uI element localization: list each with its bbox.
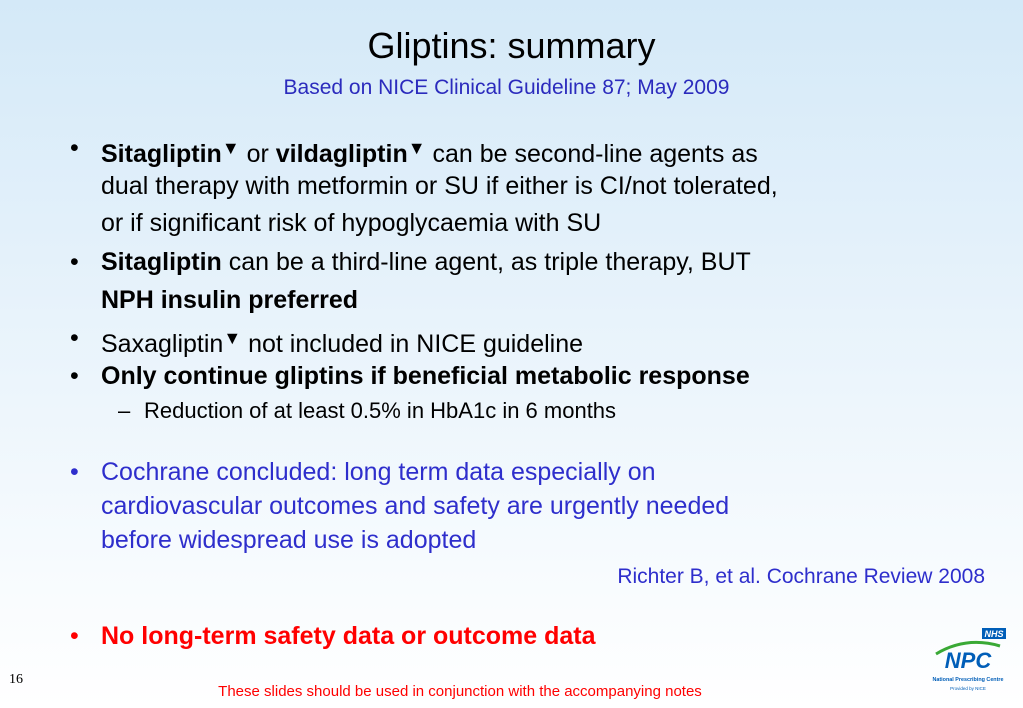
nph-insulin-preferred: NPH insulin preferred [101,286,358,314]
bullet-marker: • [70,324,79,352]
slide-title: Gliptins: summary [367,25,656,66]
drug-name-vildagliptin: vildagliptin [275,140,408,168]
drug-name-sitagliptin: Sitagliptin [101,140,222,168]
drug-name-saxagliptin: Saxagliptin [101,330,224,358]
bullet-marker: • [70,622,79,650]
bullet-marker: • [70,134,79,162]
logo-line-2: Provided by NICE [950,686,986,691]
bullet-marker: • [70,362,79,390]
nhs-text: NHS [984,629,1004,639]
black-triangle-icon: ▼ [223,328,242,348]
bullet-marker: • [70,248,79,276]
npc-text: NPC [944,648,992,673]
citation: Richter B, et al. Cochrane Review 2008 [617,565,985,588]
npc-nhs-logo [930,622,1010,698]
sub-bullet-marker: – [118,398,131,423]
footer-note: These slides should be used in conjunction with the accompanying notes [218,683,702,700]
logo-line-1: National Prescribing Centre [932,677,1004,683]
slide-subtitle: Based on NICE Clinical Guideline 87; May 2009 [283,76,730,99]
bullet-marker: • [70,458,79,486]
black-triangle-icon: ▼ [221,138,240,158]
black-triangle-icon: ▼ [407,138,426,158]
slide-number: 16 [9,672,23,687]
drug-name-sitagliptin: Sitagliptin [101,248,222,276]
